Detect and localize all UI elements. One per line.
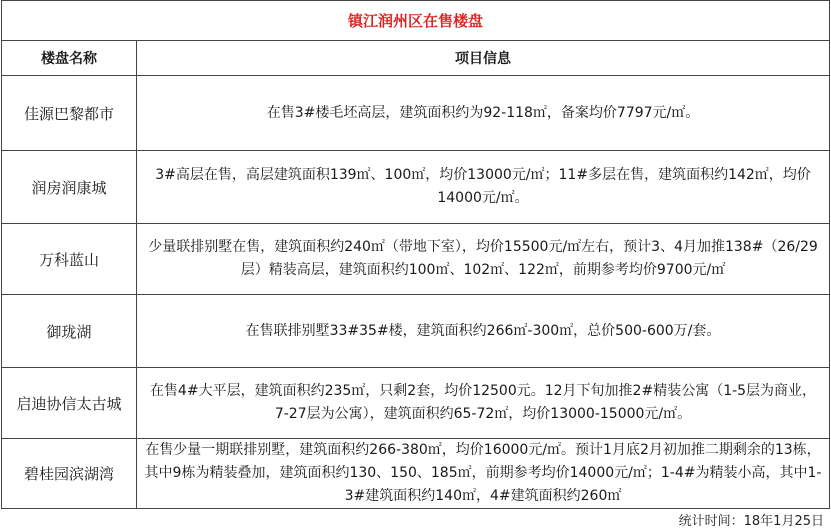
property-name: 佳源巴黎都市 — [2, 76, 137, 151]
property-info: 在售少量一期联排别墅，建筑面积约266-380㎡，均价16000元/㎡。预计1月底2月初加推二期剩余的13栋，其中9栋为精装叠加，建筑面积约130、150、185㎡，前期参考均价14000元/㎡；1-4#为精装小高，其中1-3#建筑面积约140㎡，4#建筑面积约260㎡ — [137, 439, 830, 509]
table-row — [2, 76, 830, 151]
property-info: 少量联排别墅在售，建筑面积约240㎡（带地下室），均价15500元/㎡左右，预计3、4月加推138#（26/29层）精装高层，建筑面积约100㎡、102㎡、122㎡，前期参考均价9700元/㎡ — [137, 224, 830, 295]
header-name: 楼盘名称 — [2, 41, 137, 76]
table-row — [2, 295, 830, 368]
property-name: 碧桂园滨湖湾 — [2, 439, 137, 509]
property-info: 在售4#大平层，建筑面积约235㎡，只剩2套，均价12500元。12月下旬加推2#精装公寓（1-5层为商业，7-27层为公寓），建筑面积约65-72㎡，均价13000-15000元/㎡。 — [137, 368, 830, 439]
property-info: 在售3#楼毛坯高层，建筑面积约为92-118㎡，备案均价7797元/㎡。 — [137, 76, 830, 151]
table-row — [2, 151, 830, 224]
statistics-date: 统计时间：18年1月25日 — [678, 514, 824, 529]
header-row — [2, 41, 830, 76]
property-name: 万科蓝山 — [2, 224, 137, 295]
table-title: 镇江润州区在售楼盘 — [2, 1, 830, 41]
property-name: 启迪协信太古城 — [2, 368, 137, 439]
table-row — [2, 439, 830, 509]
property-info: 3#高层在售，高层建筑面积139㎡、100㎡，均价13000元/㎡；11#多层在售，建筑面积约142㎡，均价14000元/㎡。 — [137, 151, 830, 224]
property-info: 在售联排别墅33#35#楼，建筑面积约266㎡-300㎡，总价500-600万/套。 — [137, 295, 830, 368]
property-name: 润房润康城 — [2, 151, 137, 224]
table-row — [2, 368, 830, 439]
table-row — [2, 224, 830, 295]
title-row — [2, 1, 830, 41]
property-name: 御珑湖 — [2, 295, 137, 368]
header-info: 项目信息 — [137, 41, 830, 76]
